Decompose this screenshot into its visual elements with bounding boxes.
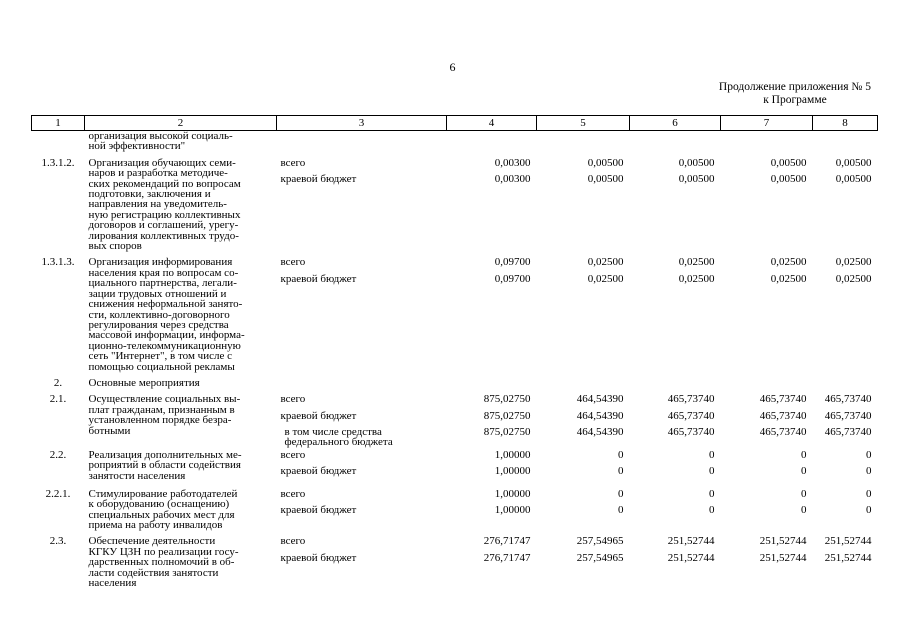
table-row	[32, 251, 878, 371]
table-row	[32, 152, 878, 252]
value: 465,73740	[824, 393, 872, 406]
value: 0	[866, 448, 872, 461]
value-cell-col-6	[630, 131, 721, 152]
header-cell: 2	[85, 116, 277, 131]
value-cell-col-8	[813, 530, 878, 588]
header-cell: 6	[630, 116, 721, 131]
value-cell-col-4	[447, 530, 537, 588]
source-label: всего	[280, 487, 306, 500]
value: 464,54390	[576, 409, 624, 422]
value-cell-col-8	[813, 388, 878, 444]
value: 1,00000	[494, 465, 531, 478]
value: 464,54390	[576, 426, 624, 439]
value-cell-col-4	[447, 251, 537, 371]
value-cell-col-8	[813, 444, 878, 483]
value-cell-col-6	[630, 444, 721, 483]
value: 0,00500	[587, 156, 624, 169]
value: 0	[801, 504, 807, 517]
value-cell-col-6	[630, 483, 721, 531]
row-sources	[277, 388, 447, 449]
table-row	[32, 131, 878, 152]
value: 0,00500	[678, 173, 715, 186]
value: 0,02500	[770, 272, 807, 285]
row-sources	[277, 483, 447, 531]
value-cell-col-5	[537, 444, 630, 483]
value-cell-col-6	[630, 152, 721, 252]
continuation-note	[719, 81, 871, 107]
value: 0	[801, 487, 807, 500]
value: 0,02500	[587, 272, 624, 285]
value-cell-col-4	[447, 444, 537, 483]
value-cell-col-6	[630, 388, 721, 444]
value: 257,54965	[576, 535, 624, 548]
value: 465,73740	[759, 426, 807, 439]
value-cell-col-4	[447, 483, 537, 531]
value: 875,02750	[483, 409, 531, 422]
source-label: краевой бюджет	[280, 409, 357, 422]
row-sources	[277, 152, 447, 252]
value-cell-col-7	[721, 251, 813, 371]
value-cell-col-4	[447, 152, 537, 252]
table-row	[32, 444, 878, 483]
row-code: 2.2.	[49, 448, 67, 461]
source-label: краевой бюджет	[280, 504, 357, 517]
value-cell-col-5	[537, 372, 630, 388]
value: 1,00000	[494, 487, 531, 500]
value-cell-col-6	[630, 530, 721, 588]
value-cell-col-8	[813, 483, 878, 531]
value-cell-col-8	[813, 372, 878, 388]
value: 0	[801, 448, 807, 461]
row-name: Организация обучающих семи- наров и разработка методиче- ских рекомендаций по вопросам подготовки, заключения и направления на уведомитель- ную регистрацию коллективных договоров и соглашений, урегу- лирования коллективных трудо- вых споров	[88, 156, 241, 253]
value-cell-col-5	[537, 251, 630, 371]
value: 0,09700	[494, 256, 531, 269]
value-cell-col-5	[537, 152, 630, 252]
source-label: краевой бюджет	[280, 551, 357, 564]
row-code: 2.	[53, 376, 63, 389]
value-cell-col-4	[447, 131, 537, 152]
value: 0	[709, 504, 715, 517]
row-name: Организация информирования населения края по вопросам со- циального партнерства, легали- зации трудовых отношений и снижения неформальной занято- сти, коллективно-договорного регулирования через средства массовой информации, информа- ционно-телекоммуникационную сеть "Интернет", в том числе с помощью социальной рекламы	[88, 256, 245, 373]
value-cell-col-7	[721, 483, 813, 531]
value-cell-col-8	[813, 131, 878, 152]
value: 0	[618, 504, 624, 517]
value: 875,02750	[483, 393, 531, 406]
row-code: 2.3.	[49, 535, 67, 548]
value: 465,73740	[759, 393, 807, 406]
value: 465,73740	[824, 426, 872, 439]
value: 0,00500	[678, 156, 715, 169]
value-cell-col-4	[447, 372, 537, 388]
value: 251,52744	[824, 551, 872, 564]
source-label: краевой бюджет	[280, 272, 357, 285]
value: 0,02500	[678, 256, 715, 269]
value-cell-col-6	[630, 372, 721, 388]
header-cell: 7	[721, 116, 813, 131]
value: 251,52744	[824, 535, 872, 548]
value: 1,00000	[494, 504, 531, 517]
value: 276,71747	[483, 535, 531, 548]
value-cell-col-6	[630, 251, 721, 371]
table-row	[32, 530, 878, 588]
source-label: всего	[280, 448, 306, 461]
value: 0,09700	[494, 272, 531, 285]
value: 0	[866, 504, 872, 517]
value: 0	[801, 465, 807, 478]
value-cell-col-7	[721, 372, 813, 388]
value: 251,52744	[667, 535, 715, 548]
source-label: всего	[280, 393, 306, 406]
value: 0,02500	[835, 272, 872, 285]
value: 0,00300	[494, 156, 531, 169]
page-number: 6	[449, 60, 456, 74]
value: 257,54965	[576, 551, 624, 564]
row-sources	[277, 372, 447, 388]
value-cell-col-7	[721, 388, 813, 444]
value: 251,52744	[759, 551, 807, 564]
value: 0	[618, 448, 624, 461]
value: 0,02500	[770, 256, 807, 269]
row-code: 2.2.1.	[45, 487, 71, 500]
value-cell-col-8	[813, 152, 878, 252]
value: 0,00500	[835, 156, 872, 169]
value: 465,73740	[667, 393, 715, 406]
value: 0,00500	[835, 173, 872, 186]
table-row	[32, 372, 878, 388]
source-label: в том числе средства федерального бюджета	[284, 426, 393, 449]
value: 0,00500	[587, 173, 624, 186]
value: 875,02750	[483, 426, 531, 439]
value: 0	[618, 465, 624, 478]
row-sources	[277, 251, 447, 371]
row-sources	[277, 131, 447, 152]
value: 276,71747	[483, 551, 531, 564]
value: 0,00300	[494, 173, 531, 186]
value: 465,73740	[667, 409, 715, 422]
row-name: Обеспечение деятельности КГКУ ЦЗН по реализации госу- дарственных полномочий в об- ласти содействия занятости населения	[88, 535, 239, 590]
value: 0	[709, 487, 715, 500]
value: 465,73740	[667, 426, 715, 439]
table-row	[32, 483, 878, 531]
value-cell-col-7	[721, 530, 813, 588]
value: 465,73740	[759, 409, 807, 422]
value: 0	[866, 487, 872, 500]
continuation-line-1: Продолжение приложения № 5	[718, 81, 871, 93]
header-cell: 5	[537, 116, 630, 131]
value-cell-col-5	[537, 388, 630, 444]
source-label: краевой бюджет	[280, 465, 357, 478]
value: 0,00500	[770, 173, 807, 186]
value: 251,52744	[759, 535, 807, 548]
header-cell: 3	[277, 116, 447, 131]
table-row	[32, 388, 878, 444]
value: 251,52744	[667, 551, 715, 564]
row-name: Стимулирование работодателей к оборудованию (оснащению) специальных рабочих мест для приема на работу инвалидов	[88, 487, 238, 532]
row-name: Осуществление социальных вы- плат гражданам, признанным в установленном порядке безра- ботными	[88, 393, 241, 437]
source-label: всего	[280, 535, 306, 548]
row-name: Реализация дополнительных ме- роприятий в области содействия занятости населения	[88, 448, 242, 482]
value: 0	[709, 465, 715, 478]
value: 0,02500	[678, 272, 715, 285]
header-row	[32, 116, 878, 131]
value-cell-col-5	[537, 483, 630, 531]
value-cell-col-5	[537, 530, 630, 588]
value-cell-col-4	[447, 388, 537, 444]
row-code: 1.3.1.2.	[41, 156, 75, 169]
value-cell-col-7	[721, 444, 813, 483]
value: 0,02500	[587, 256, 624, 269]
value: 464,54390	[576, 393, 624, 406]
value-cell-col-5	[537, 131, 630, 152]
row-code: 1.3.1.3.	[41, 256, 75, 269]
value-cell-col-7	[721, 131, 813, 152]
source-label: всего	[280, 156, 306, 169]
value: 465,73740	[824, 409, 872, 422]
value: 0,02500	[835, 256, 872, 269]
value-cell-col-7	[721, 152, 813, 252]
header-cell: 1	[32, 116, 85, 131]
value: 0	[866, 465, 872, 478]
row-name: Основные мероприятия	[88, 376, 200, 389]
header-cell: 4	[447, 116, 537, 131]
source-label: краевой бюджет	[280, 173, 357, 186]
row-name: организация высокой социаль- ной эффективности"	[88, 130, 233, 153]
row-sources	[277, 444, 447, 483]
source-label: всего	[280, 256, 306, 269]
continuation-line-2: к Программе	[763, 94, 827, 106]
row-code: 2.1.	[49, 393, 67, 406]
program-table	[31, 115, 878, 589]
value: 0	[709, 448, 715, 461]
header-cell: 8	[813, 116, 878, 131]
value: 1,00000	[494, 448, 531, 461]
row-code	[32, 131, 85, 152]
value: 0,00500	[770, 156, 807, 169]
value-cell-col-8	[813, 251, 878, 371]
value: 0	[618, 487, 624, 500]
row-sources	[277, 530, 447, 588]
